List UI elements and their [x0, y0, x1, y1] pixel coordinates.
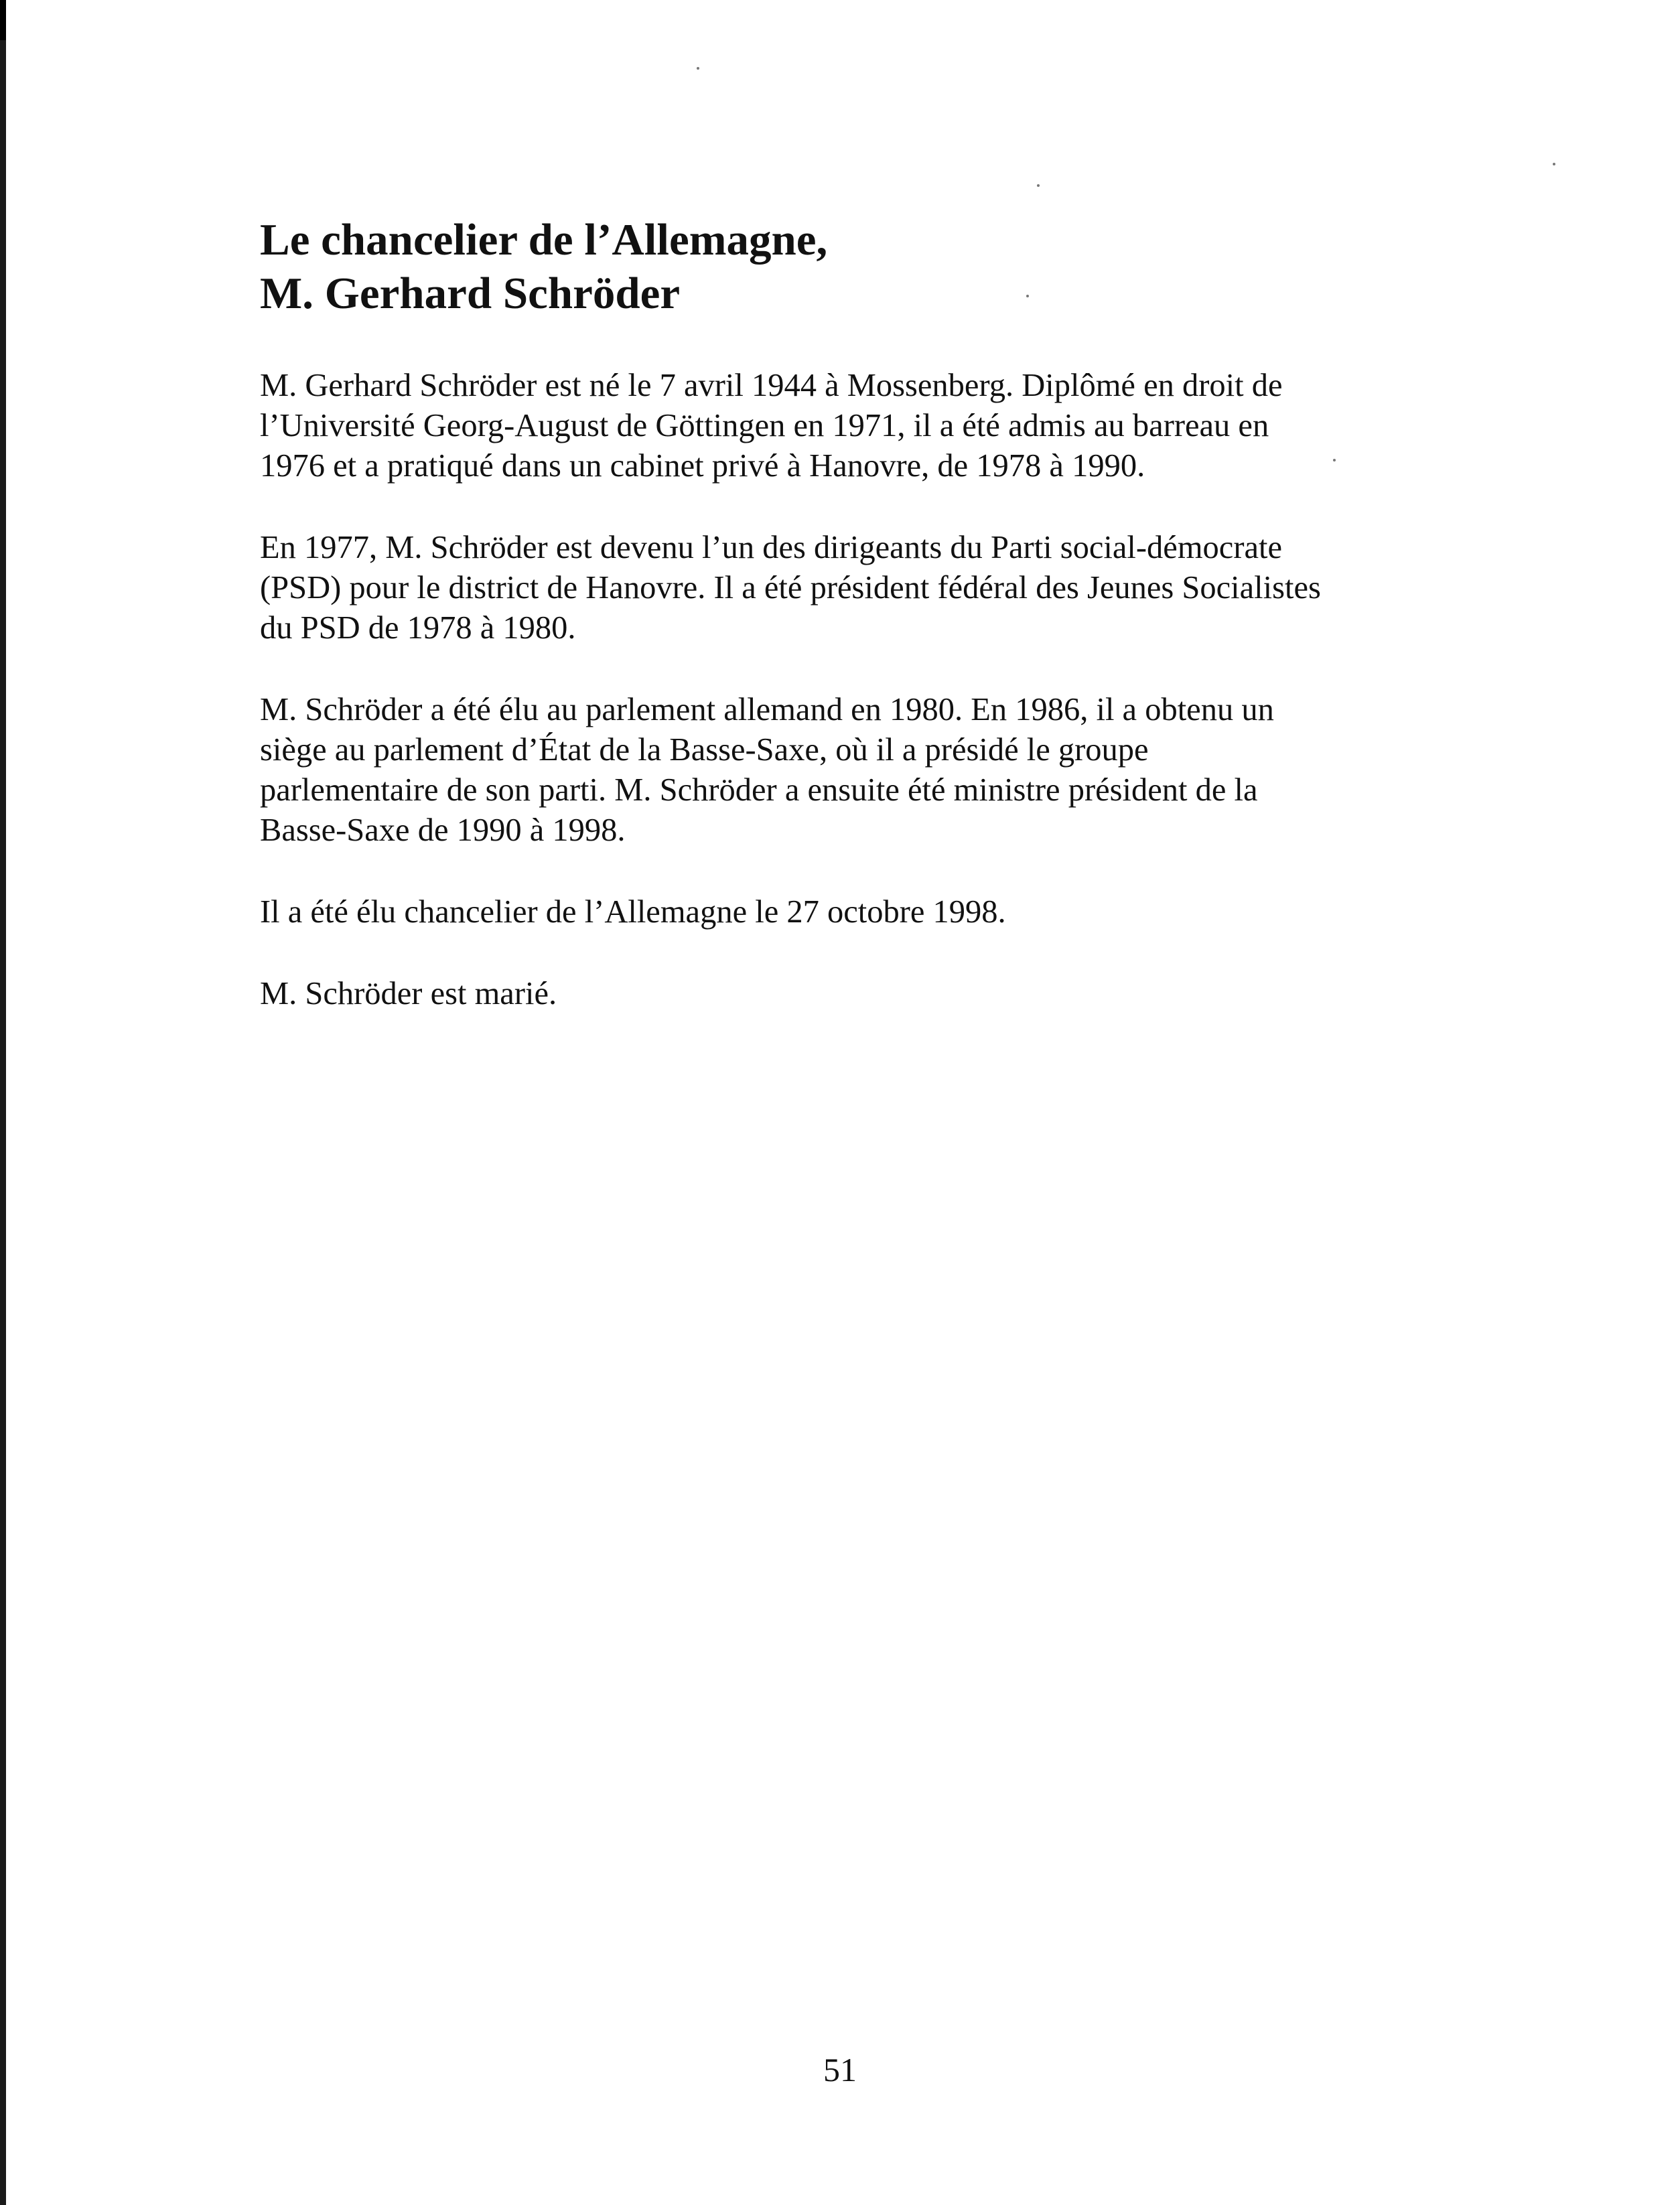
paragraph-parliament: [260, 690, 1399, 851]
page-number: 51: [823, 2051, 857, 2088]
text-line: M. Schröder est marié.: [260, 976, 557, 1011]
title-line: M. Gerhard Schröder: [260, 269, 681, 318]
paragraph-birth-education: [260, 366, 1399, 486]
text-line: l’Université Georg-August de Göttingen en 1971, il a été admis au barreau en: [260, 408, 1269, 443]
page-title: [260, 213, 1399, 320]
biography-text: [260, 366, 1399, 1014]
text-line: Il a été élu chancelier de l’Allemagne le 27 octobre 1998.: [260, 894, 1006, 930]
scan-speck: [1037, 184, 1040, 187]
title-line: Le chancelier de l’Allemagne,: [260, 215, 828, 265]
scan-speck: [1553, 163, 1555, 165]
scan-speck: [697, 67, 699, 70]
scan-edge-shadow: [0, 0, 6, 2205]
text-line: siège au parlement d’État de la Basse-Saxe, où il a présidé le groupe: [260, 732, 1149, 768]
text-line: En 1977, M. Schröder est devenu l’un des dirigeants du Parti social-démocrate: [260, 530, 1282, 565]
text-line: du PSD de 1978 à 1980.: [260, 610, 576, 646]
text-line: (PSD) pour le district de Hanovre. Il a été président fédéral des Jeunes Socialistes: [260, 570, 1321, 606]
text-line: Basse-Saxe de 1990 à 1998.: [260, 812, 626, 848]
text-line: M. Schröder a été élu au parlement allemand en 1980. En 1986, il a obtenu un: [260, 692, 1274, 727]
paragraph-party-career: [260, 528, 1399, 648]
text-line: parlementaire de son parti. M. Schröder a ensuite été ministre président de la: [260, 772, 1258, 808]
scan-edge-shadow-top: [0, 0, 6, 40]
paragraph-personal: [260, 974, 1399, 1014]
text-line: 1976 et a pratiqué dans un cabinet privé à Hanovre, de 1978 à 1990.: [260, 448, 1145, 484]
paragraph-chancellor: [260, 892, 1399, 932]
text-line: M. Gerhard Schröder est né le 7 avril 1944 à Mossenberg. Diplômé en droit de: [260, 368, 1283, 403]
document-body: [260, 213, 1399, 1056]
